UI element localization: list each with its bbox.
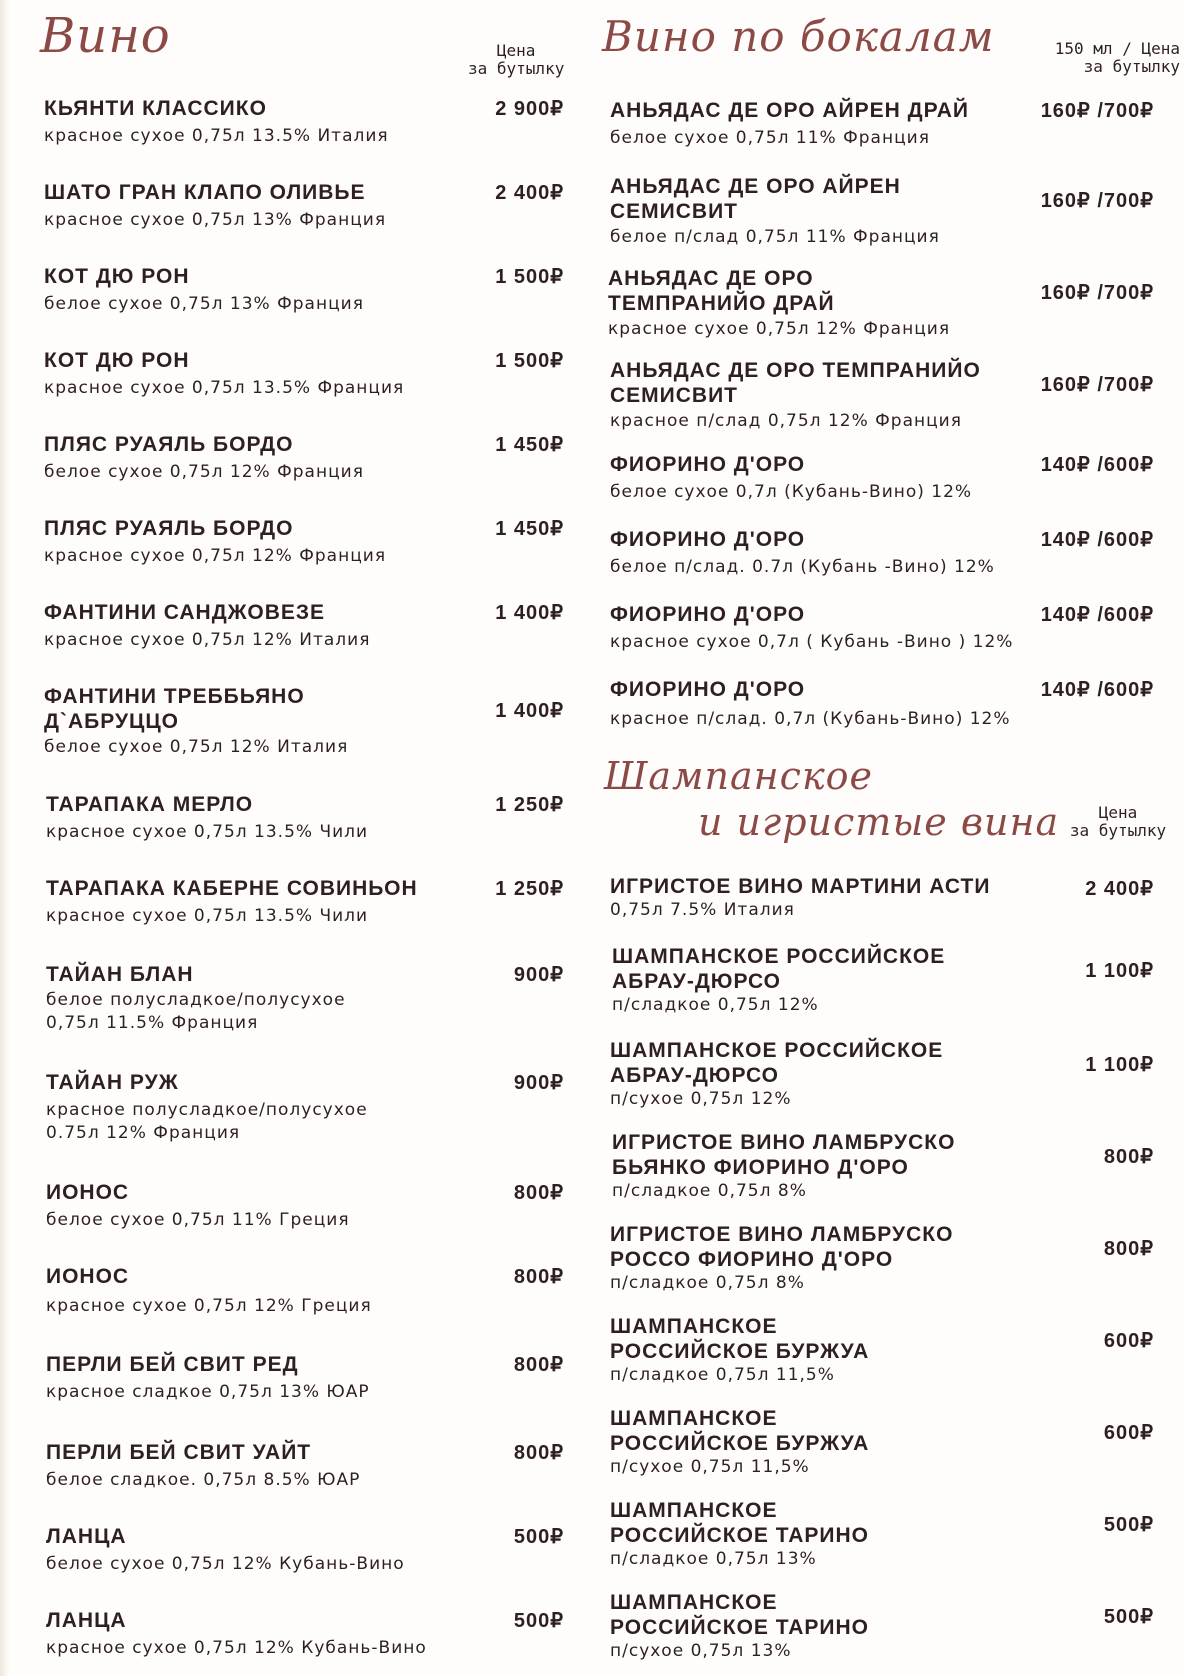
item-name: ТАЙАН РУЖ: [46, 1071, 179, 1094]
item-price: 900₽: [513, 1072, 564, 1094]
item-description: п/сладкое 0,75л 13%: [610, 1549, 817, 1569]
item-name: АНЬЯДАС ДЕ ОРО ТЕМПРАНИЙО СЕМИСВИТ: [610, 359, 981, 407]
item-description: белое сухое 0,75л 12% Италия: [44, 737, 349, 757]
item-name: ИОНОС: [46, 1265, 130, 1288]
item-name: ТАРАПАКА МЕРЛО: [46, 793, 254, 816]
item-price: 1 250₽: [495, 878, 564, 900]
menu-item: [44, 264, 564, 316]
item-name: ИГРИСТОЕ ВИНО ЛАМБРУСКО БЬЯНКО ФИОРИНО Д'ОРО: [612, 1131, 956, 1179]
menu-item: [46, 1264, 564, 1318]
item-name: ПЕРЛИ БЕЙ СВИТ РЕД: [46, 1353, 299, 1376]
item-price: 900₽: [513, 964, 564, 986]
item-price: 800₽: [513, 1182, 564, 1204]
item-price: 800₽: [513, 1266, 564, 1288]
item-price: 140₽ /600₽: [1040, 604, 1154, 626]
menu-item: [610, 677, 1154, 731]
menu-item: [610, 1498, 1154, 1571]
item-name: ФИОРИНО Д'ОРО: [610, 528, 806, 551]
menu-item: [46, 1440, 564, 1492]
item-description: белое сухое 0,75л 11% Греция: [46, 1210, 350, 1230]
item-price: 160₽ /700₽: [1040, 100, 1154, 122]
menu-item: [610, 1590, 1154, 1663]
menu-item: [610, 527, 1154, 579]
item-price: 500₽: [513, 1526, 564, 1548]
menu-item: [46, 792, 564, 844]
item-name: ИОНОС: [46, 1181, 130, 1204]
menu-item: [608, 266, 1154, 341]
item-description: красное сухое 0,75л 13.5% Чили: [46, 822, 369, 842]
item-name: ШАТО ГРАН КЛАПО ОЛИВЬЕ: [44, 181, 366, 204]
item-description: красное сухое 0,75л 13.5% Чили: [46, 906, 369, 926]
item-name: ШАМПАНСКОЕ РОССИЙСКОЕ БУРЖУА: [610, 1407, 870, 1455]
item-description: белое п/слад 0,75л 11% Франция: [610, 227, 940, 247]
menu-item: [610, 358, 1154, 433]
menu-item: [44, 180, 564, 232]
item-price: 2 900₽: [495, 98, 564, 120]
menu-item: [612, 944, 1154, 1017]
item-description: красное п/слад. 0,7л (Кубань-Вино) 12%: [610, 709, 1011, 729]
item-name: АНЬЯДАС ДЕ ОРО АЙРЕН СЕМИСВИТ: [610, 175, 901, 223]
item-price: 1 400₽: [495, 700, 564, 722]
menu-item: [44, 600, 564, 652]
page-edge-shadow: [0, 0, 10, 1676]
menu-item: [610, 1406, 1154, 1479]
menu-item: [610, 1038, 1154, 1111]
item-description: п/сладкое 0,75л 11,5%: [610, 1365, 835, 1385]
item-name: ТАЙАН БЛАН: [46, 963, 194, 986]
item-price: 1 500₽: [495, 266, 564, 288]
item-description: белое сухое 0,75л 12% Кубань-Вино: [46, 1554, 405, 1574]
item-price: 1 400₽: [495, 602, 564, 624]
item-name: ЛАНЦА: [46, 1525, 127, 1548]
item-price: 140₽ /600₽: [1040, 529, 1154, 551]
menu-item: [46, 1608, 564, 1660]
item-name: ФИОРИНО Д'ОРО: [610, 678, 806, 701]
item-name: ИГРИСТОЕ ВИНО МАРТИНИ АСТИ: [610, 875, 991, 898]
item-description: красное сухое 0,75л 13.5% Франция: [44, 378, 405, 398]
item-description: красное полусладкое/полусухое 0.75л 12% Франция: [46, 1100, 368, 1143]
item-price: 1 250₽: [495, 794, 564, 816]
item-price: 500₽: [1103, 1514, 1154, 1536]
menu-item: [46, 876, 564, 928]
champagne-title-line2: и игристые вина: [698, 800, 1060, 844]
item-name: АНЬЯДАС ДЕ ОРО ТЕМПРАНИЙО ДРАЙ: [608, 267, 835, 315]
item-name: ФИОРИНО Д'ОРО: [610, 603, 806, 626]
item-price: 140₽ /600₽: [1040, 679, 1154, 701]
wine-title: Вино: [40, 8, 171, 64]
item-name: КОТ ДЮ РОН: [44, 349, 190, 372]
menu-item: [610, 602, 1154, 654]
item-name: ШАМПАНСКОЕ РОССИЙСКОЕ АБРАУ-ДЮРСО: [610, 1039, 944, 1087]
menu-item: [44, 684, 564, 759]
menu-item: [610, 874, 1154, 922]
menu-item: [46, 1180, 564, 1232]
item-name: КОТ ДЮ РОН: [44, 265, 190, 288]
item-price: 500₽: [513, 1610, 564, 1632]
menu-item: [44, 348, 564, 400]
item-description: красное п/слад 0,75л 12% Франция: [610, 411, 962, 431]
item-name: КЬЯНТИ КЛАССИКО: [44, 97, 267, 120]
item-name: ШАМПАНСКОЕ РОССИЙСКОЕ ТАРИНО: [610, 1499, 870, 1547]
item-description: красное сухое 0,75л 13.5% Италия: [44, 126, 389, 146]
item-description: белое сухое 0,75л 13% Франция: [44, 294, 364, 314]
item-description: красное сухое 0,75л 13% Франция: [44, 210, 387, 230]
item-description: белое сухое 0,75л 11% Франция: [610, 128, 930, 148]
item-description: красное сухое 0,75л 12% Франция: [608, 319, 951, 339]
glass-price-header: 150 мл / Цена за бутылку: [1054, 39, 1180, 76]
item-name: ЛАНЦА: [46, 1609, 127, 1632]
wine-price-header: Цена за бутылку: [468, 41, 565, 78]
item-price: 800₽: [513, 1354, 564, 1376]
item-name: ФАНТИНИ ТРЕББЬЯНО Д`АБРУЦЦО: [44, 685, 305, 733]
item-name: ИГРИСТОЕ ВИНО ЛАМБРУСКО РОССО ФИОРИНО Д'ОРО: [610, 1223, 954, 1271]
item-price: 2 400₽: [1085, 878, 1154, 900]
item-description: белое сухое 0,7л (Кубань-Вино) 12%: [610, 482, 973, 502]
item-price: 1 100₽: [1085, 960, 1154, 982]
menu-item: [46, 1524, 564, 1576]
menu-item: [46, 1352, 564, 1404]
item-description: красное сухое 0,7л ( Кубань -Вино ) 12%: [610, 632, 1014, 652]
item-price: 500₽: [1103, 1606, 1154, 1628]
item-description: красное сладкое 0,75л 13% ЮАР: [46, 1382, 370, 1402]
item-description: п/сухое 0,75л 11,5%: [610, 1457, 810, 1477]
item-name: ШАМПАНСКОЕ РОССИЙСКОЕ ТАРИНО: [610, 1591, 870, 1639]
item-name: ФАНТИНИ САНДЖОВЕЗЕ: [44, 601, 326, 624]
item-name: ТАРАПАКА КАБЕРНЕ СОВИНЬОН: [46, 877, 418, 900]
item-price: 800₽: [1103, 1146, 1154, 1168]
item-price: 1 450₽: [495, 518, 564, 540]
item-description: белое сладкое. 0,75л 8.5% ЮАР: [46, 1470, 361, 1490]
menu-item: [610, 98, 1154, 150]
menu-item: [44, 96, 564, 148]
item-name: ФИОРИНО Д'ОРО: [610, 453, 806, 476]
item-price: 140₽ /600₽: [1040, 454, 1154, 476]
item-name: ПЛЯС РУАЯЛЬ БОРДО: [44, 517, 294, 540]
glass-wine-title: Вино по бокалам: [602, 12, 995, 61]
item-name: ШАМПАНСКОЕ РОССИЙСКОЕ АБРАУ-ДЮРСО: [612, 945, 946, 993]
menu-item: [610, 452, 1154, 504]
menu-item: [612, 1130, 1154, 1203]
item-description: п/сухое 0,75л 13%: [610, 1641, 792, 1661]
item-name: ШАМПАНСКОЕ РОССИЙСКОЕ БУРЖУА: [610, 1315, 870, 1363]
item-price: 160₽ /700₽: [1040, 190, 1154, 212]
item-description: п/сладкое 0,75л 12%: [612, 995, 819, 1015]
item-price: 2 400₽: [495, 182, 564, 204]
menu-item: [610, 174, 1154, 249]
item-description: белое сухое 0,75л 12% Франция: [44, 462, 364, 482]
item-description: красное сухое 0,75л 12% Италия: [44, 630, 371, 650]
item-price: 800₽: [513, 1442, 564, 1464]
item-price: 1 500₽: [495, 350, 564, 372]
item-description: п/сладкое 0,75л 8%: [612, 1181, 807, 1201]
champagne-price-header: Цена за бутылку: [1069, 803, 1167, 840]
item-description: п/сладкое 0,75л 8%: [610, 1273, 805, 1293]
champagne-title-line1: Шампанское: [604, 754, 874, 798]
item-description: п/сухое 0,75л 12%: [610, 1089, 792, 1109]
item-price: 160₽ /700₽: [1040, 374, 1154, 396]
item-name: АНЬЯДАС ДЕ ОРО АЙРЕН ДРАЙ: [610, 99, 970, 122]
menu-item: [44, 516, 564, 568]
item-name: ПЛЯС РУАЯЛЬ БОРДО: [44, 433, 294, 456]
item-name: ПЕРЛИ БЕЙ СВИТ УАЙТ: [46, 1441, 312, 1464]
item-price: 600₽: [1103, 1330, 1154, 1352]
item-description: красное сухое 0,75л 12% Греция: [46, 1296, 372, 1316]
menu-item: [46, 1070, 564, 1145]
item-price: 1 450₽: [495, 434, 564, 456]
menu-item: [46, 962, 564, 1035]
item-description: 0,75л 7.5% Италия: [610, 900, 795, 920]
item-description: белое п/слад. 0.7л (Кубань -Вино) 12%: [610, 557, 995, 577]
menu-item: [44, 432, 564, 484]
item-description: красное сухое 0,75л 12% Франция: [44, 546, 387, 566]
menu-item: [610, 1222, 1154, 1295]
item-price: 1 100₽: [1085, 1054, 1154, 1076]
item-price: 600₽: [1103, 1422, 1154, 1444]
menu-item: [610, 1314, 1154, 1387]
item-price: 160₽ /700₽: [1040, 282, 1154, 304]
item-description: белое полусладкое/полусухое 0,75л 11.5% Франция: [46, 990, 346, 1033]
item-price: 800₽: [1103, 1238, 1154, 1260]
item-description: красное сухое 0,75л 12% Кубань-Вино: [46, 1638, 427, 1658]
